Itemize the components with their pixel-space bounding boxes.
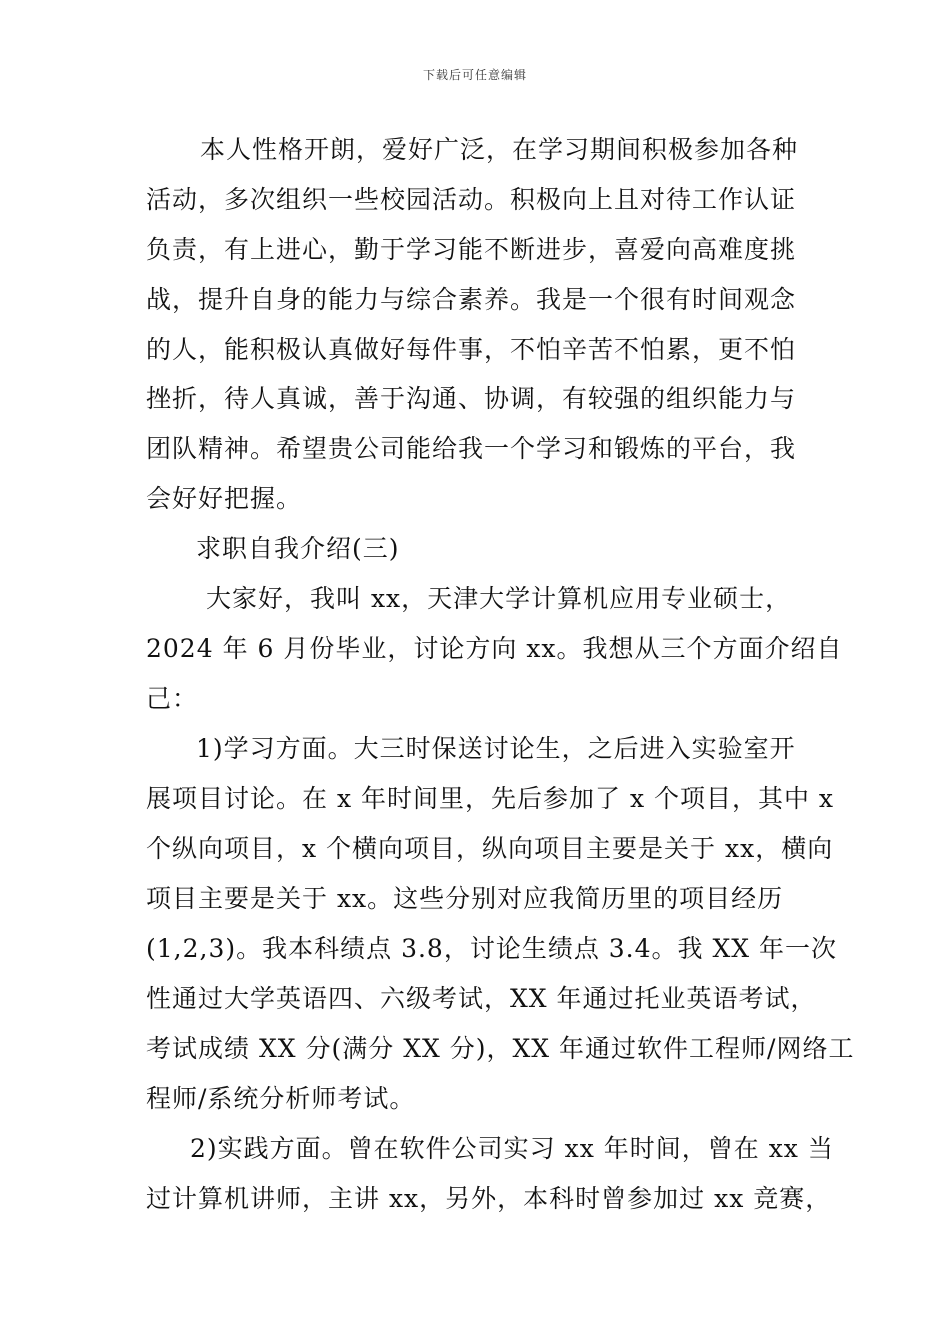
header-note: 下载后可任意编辑 xyxy=(422,68,527,82)
body-line: 性通过大学英语四、六级考试，XX 年通过托业英语考试， xyxy=(146,984,817,1013)
body-line: (1,2,3)。我本科绩点 3.8，讨论生绩点 3.4。我 XX 年一次 xyxy=(146,934,838,963)
section-heading: 求职自我介绍(三) xyxy=(196,534,400,563)
body-line: 团队精神。希望贵公司能给我一个学习和锻炼的平台，我 xyxy=(146,434,797,463)
body-line: 会好好把握。 xyxy=(146,484,303,513)
body-line: 本人性格开朗，爱好广泛，在学习期间积极参加各种 xyxy=(200,135,799,164)
body-line: 2024 年 6 月份毕业，讨论方向 xx。我想从三个方面介绍自 xyxy=(146,634,843,663)
body-line: 挫折，待人真诚，善于沟通、协调，有较强的组织能力与 xyxy=(146,384,797,413)
body-line: 2)实践方面。曾在软件公司实习 xx 年时间，曾在 xx 当 xyxy=(190,1134,834,1163)
body-line: 大家好，我叫 xx，天津大学计算机应用专业硕士， xyxy=(206,584,792,613)
body-line: 战，提升自身的能力与综合素养。我是一个很有时间观念 xyxy=(146,285,797,314)
body-line: 1)学习方面。大三时保送讨论生，之后进入实验室开 xyxy=(196,734,796,763)
body-line: 程师/系统分析师考试。 xyxy=(146,1084,416,1113)
body-line: 过计算机讲师，主讲 xx，另外，本科时曾参加过 xx 竞赛， xyxy=(146,1184,832,1213)
body-line: 活动，多次组织一些校园活动。积极向上且对待工作认证 xyxy=(146,185,797,214)
body-line: 负责，有上进心，勤于学习能不断进步，喜爱向高难度挑 xyxy=(146,235,797,264)
body-line: 的人，能积极认真做好每件事，不怕辛苦不怕累，更不怕 xyxy=(146,335,797,364)
body-line: 考试成绩 XX 分(满分 XX 分)，XX 年通过软件工程师/网络工 xyxy=(146,1034,855,1063)
body-line: 项目主要是关于 xx。这些分别对应我简历里的项目经历 xyxy=(146,884,784,913)
body-line: 己： xyxy=(146,684,199,713)
body-line: 展项目讨论。在 x 年时间里，先后参加了 x 个项目，其中 x xyxy=(146,784,835,813)
body-line: 个纵向项目，x 个横向项目，纵向项目主要是关于 xx，横向 xyxy=(146,834,834,863)
